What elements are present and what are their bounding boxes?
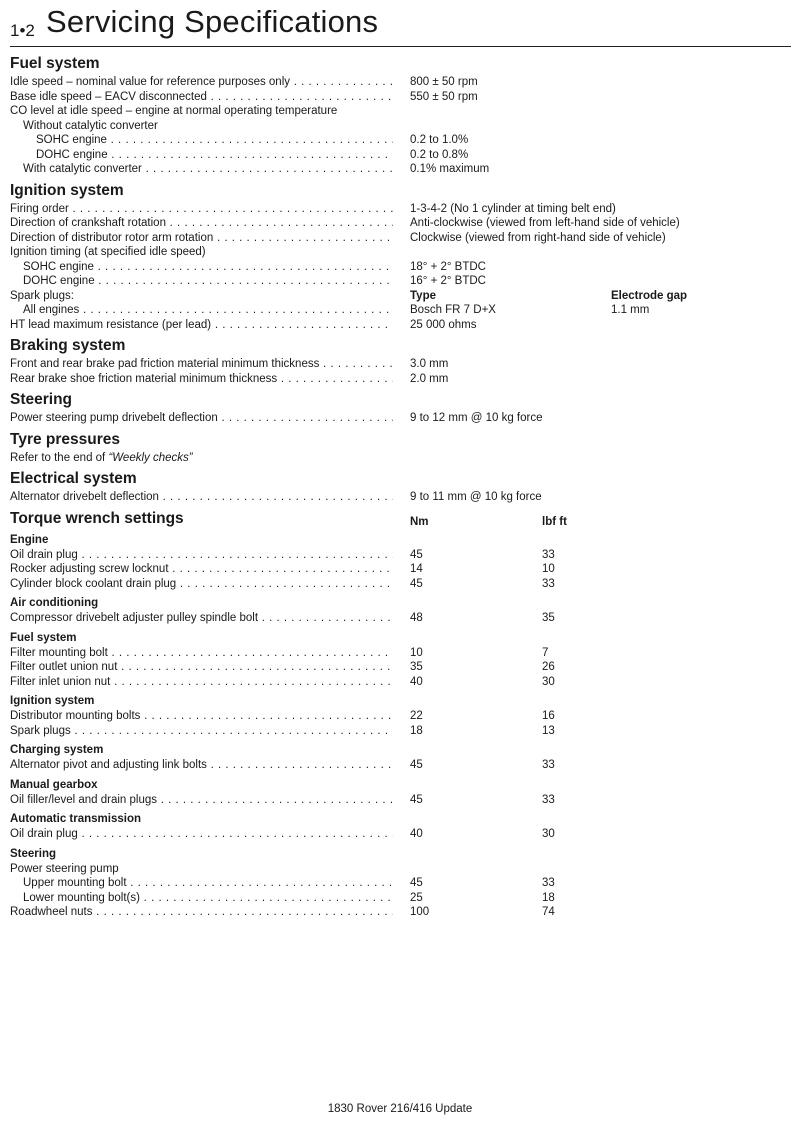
spec-row [10,372,791,387]
torque-label: Oil filler/level and drain plugs . . . [10,793,393,808]
torque-label: Oil drain plug . . . [10,548,393,563]
torque-row [10,905,791,920]
spec-label: Base idle speed – EACV disconnected . . . [10,90,393,105]
torque-lbf-ft: 35 [542,612,555,624]
spec-value: 18° + 2° BTDC [410,260,486,273]
torque-label: Filter outlet union nut . . . [10,660,393,675]
section-heading-tyres: Tyre pressures [10,430,120,448]
torque-nm: 22 [410,710,423,722]
section-heading-ignition: Ignition system [10,181,124,199]
spec-value: 16° + 2° BTDC [410,275,486,287]
torque-group-heading: Engine [10,533,49,546]
spec-label: Without catalytic converter [23,119,158,132]
spec-value: 0.2 to 1.0% [410,134,469,146]
spec-row [10,289,791,304]
torque-label: Roadwheel nuts . . . [10,905,393,920]
spec-label: Idle speed – nominal value for reference purposes only . . . [10,75,393,90]
spec-value: 1.1 mm [611,304,650,316]
torque-lbf-ft: 30 [542,828,555,840]
spec-value: 3.0 mm [410,358,449,370]
spec-value: 0.1% maximum [410,163,490,175]
spec-label: With catalytic converter . . . [10,162,393,177]
torque-group-heading: Charging system [10,744,104,756]
torque-group-heading: Automatic transmission [10,813,141,825]
section-heading-electrical: Electrical system [10,470,137,487]
spec-content [10,55,791,920]
torque-nm: 10 [410,646,423,659]
torque-row [10,758,791,773]
spec-value: Clockwise (viewed from right-hand side of vehicle) [410,231,666,244]
spec-row [10,245,791,260]
section-heading-fuel: Fuel system [10,55,100,72]
page-title: Servicing Specifications [46,4,379,39]
torque-lbf-ft: 16 [542,710,555,722]
torque-row [10,862,791,877]
spec-row [10,119,791,134]
torque-row [10,562,791,577]
torque-row [10,646,791,661]
torque-label: Rocker adjusting screw locknut . . . [10,562,393,577]
torque-nm: 25 [410,891,423,904]
spec-row [10,318,791,333]
spec-label: HT lead maximum resistance (per lead) . . . [10,318,393,333]
spec-row [10,75,791,90]
spec-value: 1-3-4-2 (No 1 cylinder at timing belt end) [410,202,616,215]
torque-nm: 45 [410,759,423,771]
spec-row [10,260,791,275]
torque-lbf-ft: 33 [542,877,555,889]
section-heading-torque [10,510,791,528]
torque-groups [10,533,791,920]
torque-lbf-ft: 33 [542,577,555,590]
torque-row [10,793,791,808]
spec-label: Power steering pump drivebelt deflection . . . [10,411,393,426]
spec-value: Bosch FR 7 D+X [410,304,496,316]
spec-row [10,303,791,318]
torque-group-heading: Manual gearbox [10,778,98,791]
spec-label: CO level at idle speed – engine at normal operating temperature [10,105,338,117]
torque-label: Alternator pivot and adjusting link bolts . . . [10,758,393,773]
spec-label: Rear brake shoe friction material minimum thickness . . . [10,372,393,387]
spec-value: 9 to 12 mm @ 10 kg force [410,412,543,424]
column-header-type: Type [410,289,436,302]
torque-row [10,675,791,690]
spec-row [10,490,791,505]
spec-label: Spark plugs: [10,289,74,302]
torque-nm: 45 [410,577,423,590]
torque-row [10,548,791,563]
torque-label: Oil drain plug . . . [10,827,393,842]
torque-label: Spark plugs . . . [10,724,393,739]
torque-group-heading: Steering [10,847,57,860]
torque-label: Lower mounting bolt(s) . . . [10,891,393,906]
page-footer: 1830 Rover 216/416 Update [327,1103,473,1115]
torque-group-heading: Air conditioning [10,597,99,609]
section-heading-braking: Braking system [10,337,126,354]
spec-label: Ignition timing (at specified idle speed) [10,246,206,258]
torque-label: Upper mounting bolt . . . [10,876,393,891]
torque-label: Filter inlet union nut . . . [10,675,393,690]
spec-label: DOHC engine . . . [10,148,393,163]
spec-value: 25 000 ohms [410,318,477,331]
torque-label: Cylinder block coolant drain plug . . . [10,577,393,592]
spec-row [10,104,791,119]
spec-row [10,148,791,163]
spec-row [10,133,791,148]
column-header-electrode-gap: Electrode gap [611,289,688,302]
torque-lbf-ft: 7 [542,646,549,659]
torque-nm: 40 [410,828,423,840]
torque-nm: 18 [410,724,423,737]
torque-group-heading: Fuel system [10,631,77,644]
torque-lbf-ft: 33 [542,793,555,806]
torque-lbf-ft: 33 [542,548,555,561]
spec-row [10,90,791,105]
torque-lbf-ft: 26 [542,661,555,673]
torque-row [10,660,791,675]
spec-row [10,202,791,217]
spec-label: SOHC engine . . . [10,260,393,275]
tyre-text: Refer to the end of [10,451,109,464]
spec-label: SOHC engine . . . [10,133,393,148]
torque-lbf-ft: 33 [542,759,555,771]
spec-value: 550 ± 50 rpm [410,90,478,103]
torque-nm: 35 [410,661,423,673]
torque-row [10,891,791,906]
torque-nm: 14 [410,563,423,575]
torque-row [10,724,791,739]
spec-label: DOHC engine . . . [10,274,393,289]
torque-label: Compressor drivebelt adjuster pulley spindle bolt . . . [10,611,393,626]
torque-lbf-ft: 18 [542,891,555,904]
page-number: 1•2 [10,21,35,40]
column-header-lbf-ft: lbf ft [542,515,567,528]
spec-label: Firing order . . . [10,202,393,217]
column-header-nm: Nm [410,515,429,528]
torque-nm: 40 [410,675,423,688]
torque-nm: 45 [410,548,423,561]
spec-label: Front and rear brake pad friction material minimum thickness . . . [10,357,393,372]
spec-value: 800 ± 50 rpm [410,76,478,88]
torque-row [10,577,791,592]
spec-label: Alternator drivebelt deflection . . . [10,490,393,505]
spec-label [10,451,393,466]
spec-value: 9 to 11 mm @ 10 kg force [410,491,542,503]
spec-row [10,162,791,177]
torque-row [10,876,791,891]
page-header [10,4,791,47]
torque-row [10,611,791,626]
torque-lbf-ft: 30 [542,675,555,688]
torque-group-heading: Ignition system [10,695,95,707]
torque-nm: 45 [410,793,423,806]
torque-nm: 48 [410,612,423,624]
spec-label: Direction of crankshaft rotation . . . [10,216,393,231]
spec-label: Direction of distributor rotor arm rotation . . . [10,231,393,246]
torque-nm: 100 [410,906,430,918]
torque-heading: Torque wrench settings [10,509,184,527]
spec-row [10,411,791,426]
spec-label: All engines . . . [10,303,393,318]
spec-row [10,451,791,466]
spec-value: Anti-clockwise (viewed from left-hand side of vehicle) [410,217,680,229]
torque-lbf-ft: 10 [542,563,555,575]
spec-row [10,216,791,231]
spec-value: 0.2 to 0.8% [410,148,469,161]
spec-row [10,231,791,246]
torque-row [10,827,791,842]
torque-lbf-ft: 74 [542,906,555,918]
torque-nm: 45 [410,877,423,889]
torque-lbf-ft: 13 [542,724,555,737]
spec-row [10,357,791,372]
spec-row [10,274,791,289]
torque-label: Power steering pump [10,862,119,875]
torque-label: Filter mounting bolt . . . [10,646,393,661]
torque-label: Distributor mounting bolts . . . [10,709,393,724]
torque-row [10,709,791,724]
spec-value: 2.0 mm [410,372,449,385]
tyre-reference: “Weekly checks” [108,451,193,464]
section-heading-steering: Steering [10,391,73,408]
